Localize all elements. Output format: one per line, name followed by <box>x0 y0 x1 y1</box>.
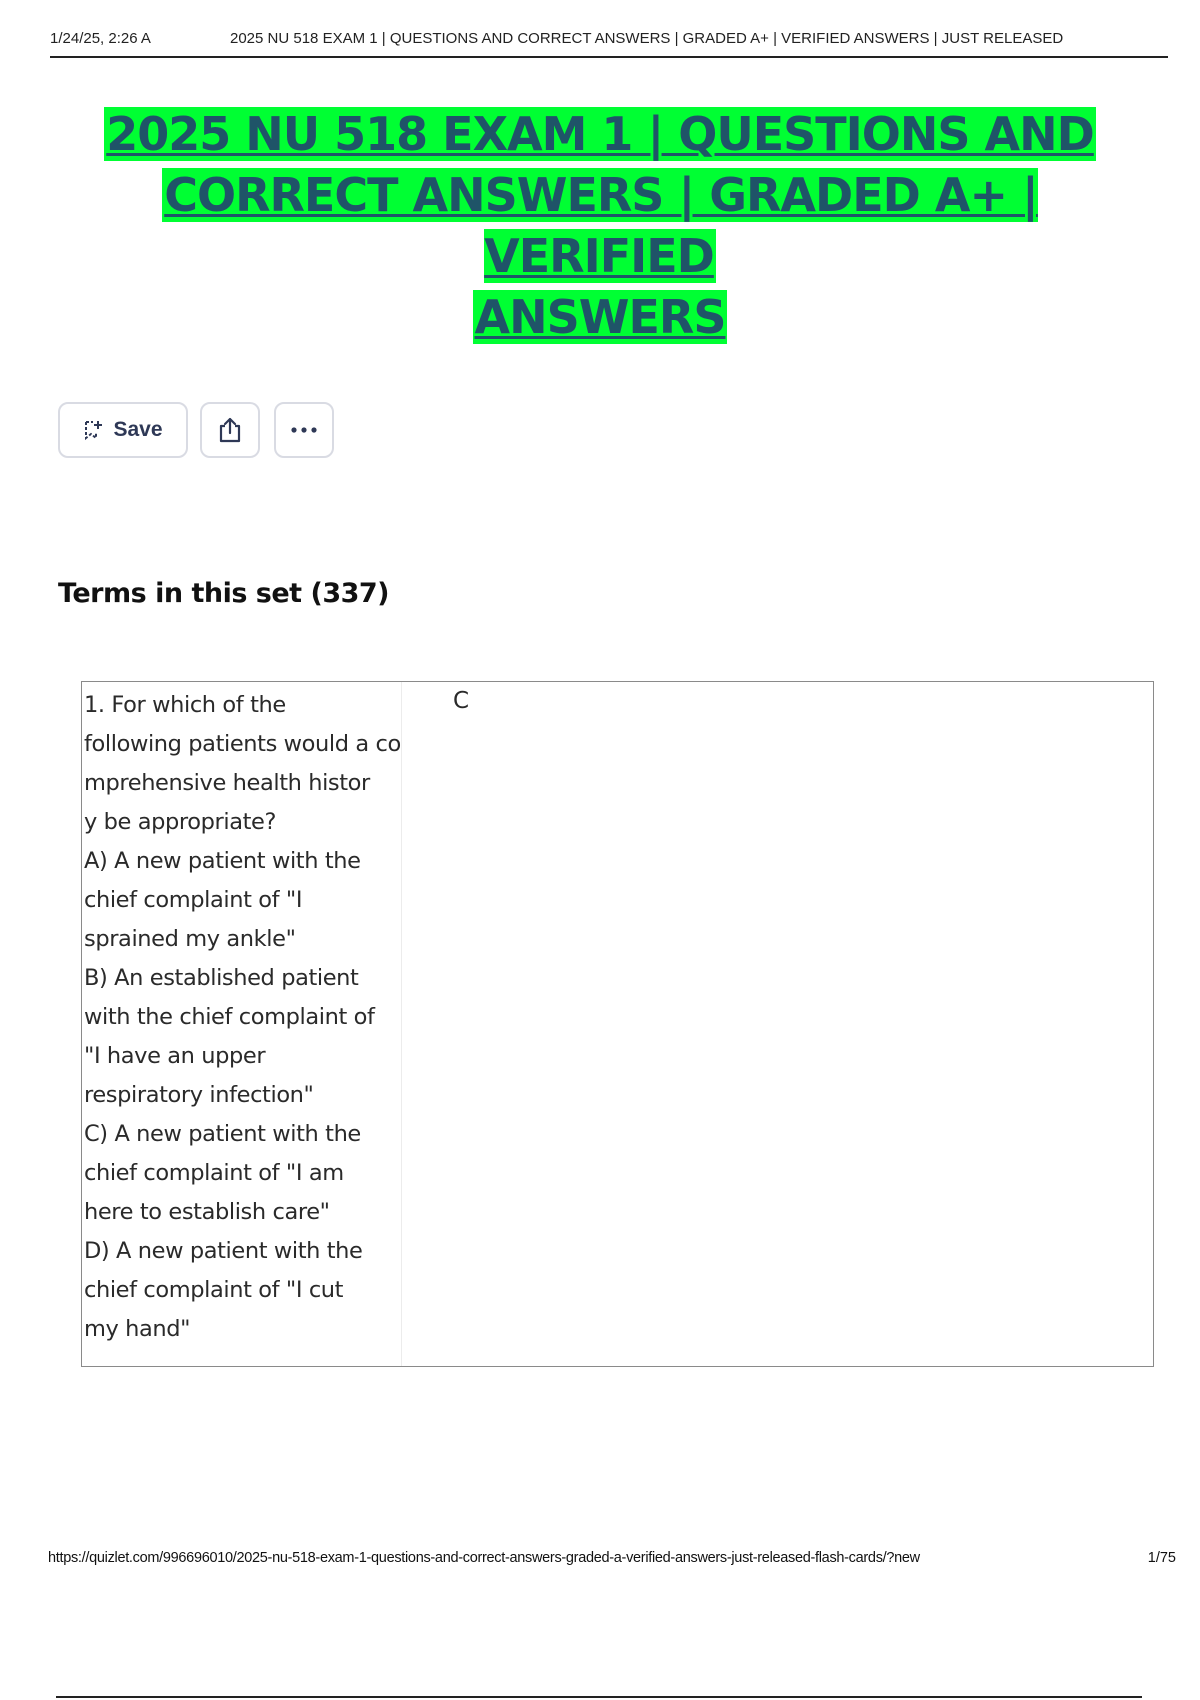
print-doc-title: 2025 NU 518 EXAM 1 | QUESTIONS AND CORRECT ANSWERS | GRADED A+ | VERIFIED ANSWERS | JUST RELEASED <box>230 30 1064 47</box>
bookmark-plus-icon <box>83 419 103 441</box>
card-divider <box>401 682 402 1366</box>
term-line: with the chief complaint of <box>84 1004 375 1030</box>
term-line: my hand" <box>84 1316 191 1342</box>
term-line: "I have an upper <box>84 1043 266 1069</box>
share-icon <box>217 416 243 444</box>
page-title-line: 2025 NU 518 EXAM 1 | QUESTIONS AND <box>106 107 1094 161</box>
term-line: y be appropriate? <box>84 809 276 835</box>
save-button-label: Save <box>113 418 163 441</box>
more-options-button[interactable] <box>274 402 334 458</box>
print-url: https://quizlet.com/996696010/2025-nu-518-exam-1-questions-and-correct-answers-graded-a-verified-answers-just-released-flash-cards/?new <box>48 1550 920 1566</box>
print-date: 1/24/25, 2:26 A <box>50 30 151 47</box>
page-title <box>60 104 1140 348</box>
card-definition: C <box>453 688 470 714</box>
term-line: chief complaint of "I <box>84 887 303 913</box>
terms-heading: Terms in this set (337) <box>58 578 390 609</box>
page-title-line: CORRECT ANSWERS | GRADED A+ | VERIFIED <box>164 168 1038 283</box>
page-number: 1/75 <box>1147 1550 1176 1566</box>
term-line: B) An established patient <box>84 965 359 991</box>
more-horizontal-icon <box>290 426 318 434</box>
term-line: following patients would a co <box>84 731 401 757</box>
term-line: respiratory infection" <box>84 1082 314 1108</box>
term-line: sprained my ankle" <box>84 926 296 952</box>
save-button[interactable] <box>58 402 188 458</box>
term-line: here to establish care" <box>84 1199 330 1225</box>
page-title-line: ANSWERS <box>474 290 726 344</box>
flashcard-row <box>81 681 1154 1367</box>
term-line: mprehensive health histor <box>84 770 370 796</box>
term-line: C) A new patient with the <box>84 1121 361 1147</box>
print-header <box>50 28 1168 58</box>
term-line: 1. For which of the <box>84 692 286 718</box>
term-line: A) A new patient with the <box>84 848 361 874</box>
term-line: D) A new patient with the <box>84 1238 363 1264</box>
card-term <box>84 686 400 1349</box>
bottom-divider <box>56 1696 1142 1698</box>
share-button[interactable] <box>200 402 260 458</box>
term-line: chief complaint of "I am <box>84 1160 344 1186</box>
term-line: chief complaint of "I cut <box>84 1277 344 1303</box>
